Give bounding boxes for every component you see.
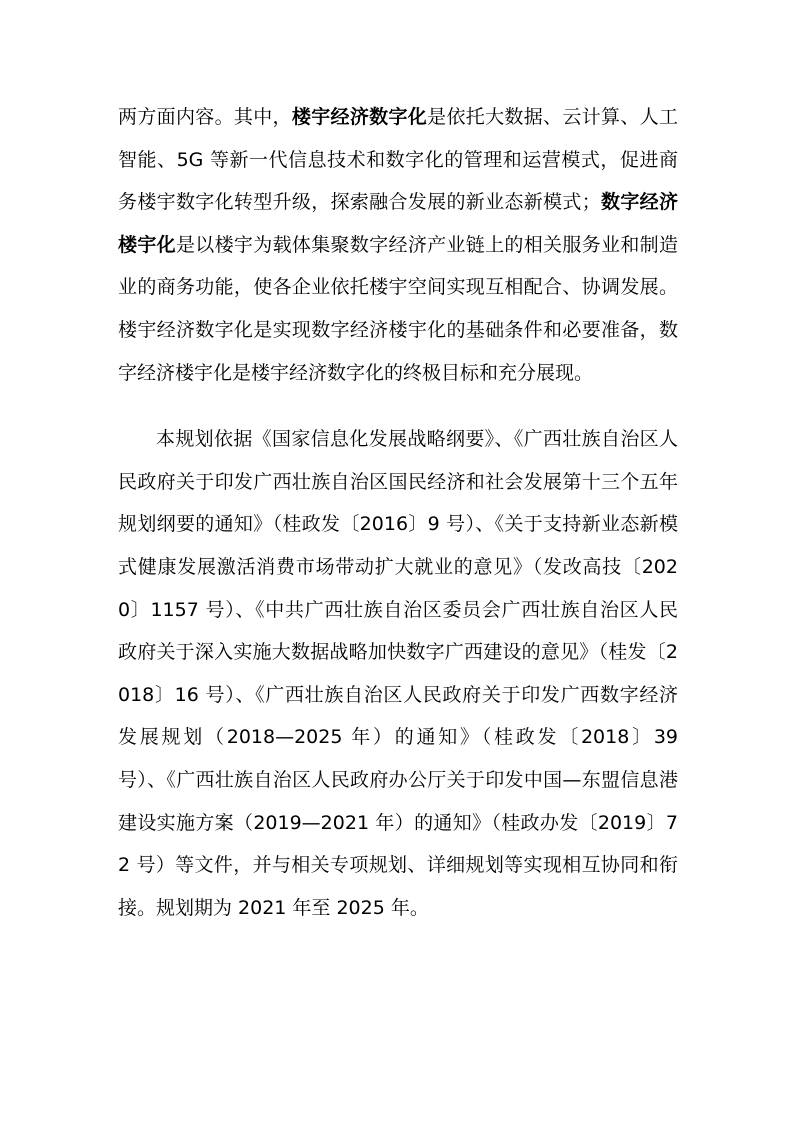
paragraph-planning-basis: 本规划依据《国家信息化发展战略纲要》、《广西壮族自治区人民政府关于印发广西壮族自治区国民经济和社会发展第十三个五年规划纲要的通知》（桂政发〔2016〕9 号）、《关于支持新业态新模式健康发展激活消费市场带动扩大就业的意见》（发改高技〔2020〕1157 号）、《中共广西壮族自治区委员会广西壮族自治区人民政府关于深入实施大数据战略加快数字广西建设的意见》（桂发〔2018〕16 号）、《广西壮族自治区人民政府关于印发广西数字经济发展规划（2018—2025 年）的通知》（桂政发〔2018〕39 号）、《广西壮族自治区人民政府办公厅关于印发中国—东盟信息港建设实施方案（2019—2021 年）的通知》（桂政办发〔2019〕72 号）等文件，并与相关专项规划、详细规划等实现相互协同和衔接。规划期为 2021 年至 2025 年。 (118, 428, 678, 919)
paragraph-1-text-b: 是依托大数据、云计算、人工智能、5G 等新一代信息技术和数字化的管理和运营模式，促进商务楼宇数字化转型升级，探索融合发展的新业态新模式； (118, 106, 678, 214)
document-body (118, 96, 678, 929)
paragraph-definitions (118, 96, 678, 394)
paragraph-1-text-a: 两方面内容。其中， (118, 106, 292, 128)
term-building-economy-digitalization: 楼宇经济数字化 (291, 106, 428, 128)
paragraph-1-text-c: 是以楼宇为载体集聚数字经济产业链上的相关服务业和制造业的商务功能，使各企业依托楼宇空间实现互相配合、协调发展。楼宇经济数字化是实现数字经济楼宇化的基础条件和必要准备，数字经济楼宇化是楼宇经济数字化的终极目标和充分展现。 (118, 233, 678, 384)
term-digital-economy-buildingization: 数字经济楼宇化 (118, 191, 678, 256)
